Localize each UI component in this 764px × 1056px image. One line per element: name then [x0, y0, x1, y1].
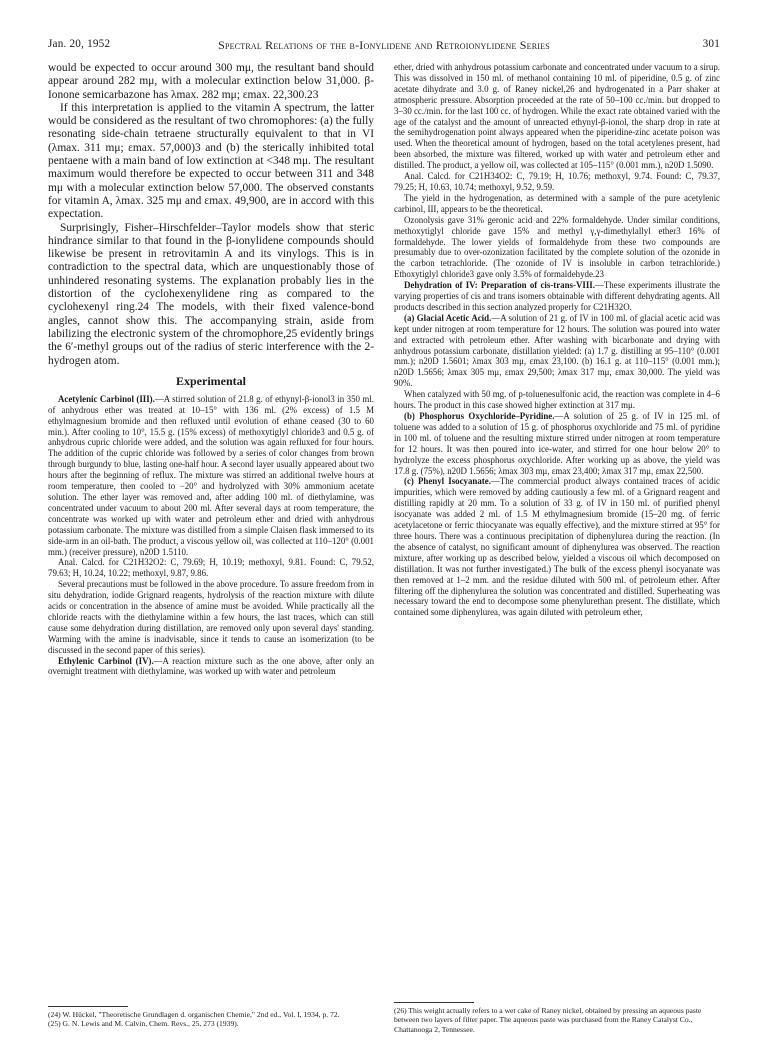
paragraph-body: —A stirred solution of 21.8 g. of ethynyl-β-ionol3 in 350 ml. of anhydrous ether was treated at 10–15° with 136 ml. (2% excess) of 1.5 M ethylmagnesium bromide and then refluxed until evolution of ethane ceased (30 to 60 min.). After cooling to 10°, 15.5 g. (15% excess) of methoxytiglyl chloride3 and 0.5 g. of anhydrous cupric chloride were added, and the solution was again refluxed for four hours. The addition of the cupric chloride was followed by a series of color changes from brown through burgundy to blue, lasting one-half hour. A second layer usually appeared about two hours after the beginning of reflux. The mixture was stirred an additional twelve hours at room temperature, then cooled to −20° and hydrolyzed with 30% ammonium acetate solution. The ether layer was removed and, after adding 100 ml. of diethylamine, was concentrated under vacuum to about 200 ml. After several days at room temperature, the concentrate was worked up with water and petroleum ether and dried with anhydrous potassium carbonate. The mixture was distilled from a simple Claisen flask immersed to its side-arm in an oil-bath. The product, a viscous yellow oil, was collected at 110–120° (0.001 mm.) (receiver pressure), n20D 1.5110.	[48, 393, 374, 557]
journal-page	[48, 38, 720, 1038]
run-in-heading: (b) Phosphorus Oxychloride–Pyridine.	[404, 411, 555, 421]
analysis-line: Anal. Calcd. for C21H34O2: C, 79.19; H, 10.76; methoxyl, 9.74. Found: C, 79.37, 79.25; H, 10.63, 10.74; methoxyl, 9.52, 9.59.	[394, 171, 720, 192]
footnote-24: (24) W. Hückel, "Theoretische Grundlagen d. organischen Chemie," 2nd ed., Vol. I, 1934, p. 72.	[48, 1010, 340, 1019]
header-page-number: 301	[702, 38, 720, 50]
paragraph-body: —These experiments illustrate the varying properties of cis and trans isomers obtainable with different dehydrating agents. All products described in this section analyzed properly for C21H32O.	[394, 280, 720, 312]
paragraph-body: —The commercial product always contained traces of acidic impurities, which were removed by adding cautiously a few ml. of a Grignard reagent and distilling rapidly at 20 mm. To a solution of 33 g. of IV in 150 ml. of purified phenyl isocyanate was added 2 ml. of 1.5 M ethylmagnesium bromide (15–20 mg. of ferric acetylacetone or ferric thiocyanate was equally effective), and the mixture stirred at 95° for three hours. There was a continuous precipitation of diphenylurea during the reaction. (In the absence of catalyst, no significant amount of diphenylurea was observed. The reaction mixture, after working up as described below, yielded a viscous oil which decomposed on distillation. It was not further investigated.) The bulk of the excess phenyl isocyanate was then removed at 1–2 mm. and the residue diluted with 500 ml. of petroleum ether. After filtering off the diphenylurea the solution was concentrated and distilled. Superheating was necessary toward the end to decompose some phenylurethan present. The distillate, which contained some diphenylurea, was again diluted with petroleum ether,	[394, 476, 720, 618]
paragraph-glacial-acetic-acid	[394, 313, 720, 389]
section-heading-experimental: Experimental	[176, 373, 246, 388]
paragraph-spectral-resultant: would be expected to occur around 300 mμ, the resultant band should appear around 282 mμ, with a molecular extinction below 31,000. β-Ionone semicarbazone has λmax. 282 mμ; εmax. 22,300.23	[48, 62, 374, 101]
header-date: Jan. 20, 1952	[48, 38, 111, 50]
right-footnotes	[394, 998, 720, 1034]
header-title: Spectral Relations of the β-Ionylidene and Retroionylidene Series	[218, 38, 550, 52]
paragraph-body: —A solution of 25 g. of IV in 125 ml. of toluene was added to a solution of 15 g. of phosphorus oxychloride and 75 ml. of pyridine in 100 ml. of toluene and the resulting mixture stirred under nitrogen at room temperature for 12 hours. It was then poured into ice-water, and stirred for one hour below 20° to hydrolyze the excess phosphorus oxychloride. After working up as above, the yield was 17.8 g. (75%), n20D 1.5656; λmax 303 mμ, εmax 23,400; λmax 317 mμ, εmax 22,500.	[394, 411, 720, 476]
left-column	[48, 62, 374, 677]
paragraph-phenyl-isocyanate	[394, 476, 720, 618]
paragraph-ethylenic-carbinol	[48, 656, 374, 678]
paragraph-retrovitamin: Surprisingly, Fisher–Hirschfelder–Taylor models show that steric hindrance similar to that found in the β-ionylidene compounds should likewise be present in retrovitamin A and its vinylogs. This is in contradiction to the spectral data, which are unquestionably those of unhindered resonating systems. The explanation probably lies in the distortion of the cyclohexenylidene ring as compared to the cyclohexenyl ring.24 The models, with their fixed valence-bond angles, cannot show this. The accompanying strain, aside from labilizing the electronic system of the chromophore,25 evidently brings the 6′-methyl groups out of the radius of steric interference with the 2-hydrogen atom.	[48, 221, 374, 367]
footnote-rule	[394, 1002, 474, 1003]
run-in-heading: (c) Phenyl Isocyanate.	[404, 476, 491, 487]
run-in-heading: (a) Glacial Acetic Acid.	[404, 312, 492, 323]
footnote-rule	[48, 1006, 128, 1007]
paragraph-ozonolysis: Ozonolysis gave 31% geronic acid and 22% formaldehyde. Under similar conditions, methoxytiglyl chloride gave 15% and methyl γ,γ-dimethylallyl ether3 16% of formaldehyde. The lower yields of formaldehyde from these two compounds are presumably due to over-ozonization facilitated by the complete solution of the ozonide in the carbon tetrachloride. (The ozonide of IV is insoluble in carbon tetrachloride.) Ethoxytiglyl chloride3 gave only 3.5% of formaldehyde.23	[394, 214, 720, 280]
paragraph-phosphorus-oxychloride	[394, 411, 720, 476]
run-in-heading: Acetylenic Carbinol (III).	[58, 393, 155, 404]
paragraph-dehydration	[394, 280, 720, 313]
paragraph-body: —A reaction mixture such as the one above, after only an overnight treatment with diethylamine, was worked up with water and petroleum	[48, 655, 375, 677]
footnote-26: (26) This weight actually refers to a wet cake of Raney nickel, obtained by pressing an aqueous paste between two layers of filter paper. The aqueous paste was purchased from the Raney Catalyst Co., Chattanooga 2, Tennessee.	[394, 1006, 702, 1034]
paragraph-hydrogenation: ether, dried with anhydrous potassium carbonate and concentrated under vacuum to a sirup. This was dissolved in 150 ml. of methanol containing 10 ml. of piperidine, 0.5 g. of zinc acetate dihydrate and 3.0 g. of Raney nickel,26 and hydrogenated in a Parr shaker at atmospheric pressure. Absorption proceeded at the rate of 50–100 cc./min. but dropped to 3–30 cc./min. for the last 100 cc. of hydrogen. While the exact rate obtained varied with the age of the catalyst and the amount of unreacted ethynyl-β-ionol, the sharp drop in rate at the semihydrogenation point always appeared when the piperidine-zinc acetate poison was used. When the theoretical amount of hydrogen, based on the total acetylenes present, had been absorbed, the mixture was filtered, worked up with water and petroleum ether and distilled. The product, a yellow oil, was collected at 105–115° (0.001 mm.), n20D 1.5090.	[394, 62, 720, 171]
paragraph-yield: The yield in the hydrogenation, as determined with a sample of the pure acetylenic carbinol, III, appears to be the theoretical.	[394, 192, 720, 214]
paragraph-precautions: Several precautions must be followed in the above procedure. To assure freedom from in situ dehydration, iodide Grignard reagents, hydrolysis of the reaction mixture with dilute acids or concentration in the absence of amine must be avoided. While practically all the chloride reacts with the diethylamine within a few hours, the last traces, which can still cause some dehydration during distillation, are removed only upon several days' standing. Warming with the amine is inadvisable, since it tends to cause an isomerization (to be discussed in the second paper of this series).	[48, 579, 374, 655]
analysis-line: Anal. Calcd. for C21H32O2: C, 79.69; H, 10.19; methoxyl, 9.81. Found: C, 79.52, 79.63; H, 10.24, 10.22; methoxyl, 9.87, 9.86.	[48, 557, 374, 579]
left-footnotes	[48, 1002, 374, 1029]
running-header	[48, 38, 720, 56]
paragraph-vitamin-a: If this interpretation is applied to the vitamin A spectrum, the latter would be considered as the resultant of two chromophores: (a) the fully resonating side-chain tetraene structurally equivalent to that in VI (λmax. 311 mμ; εmax. 57,000)3 and (b) the sterically inhibited total pentaene with a main band of low extinction at <348 mμ. The resultant maximum would therefore be expected to occur between 311 and 348 mμ with a molecular extinction below 57,000. The observed constants for vitamin A, λmax. 325 mμ and εmax. 49,900, are in accord with this expectation.	[48, 101, 374, 221]
footnote-25: (25) G. N. Lewis and M. Calvin, Chem. Revs., 25, 273 (1939).	[48, 1019, 239, 1029]
run-in-heading: Ethylenic Carbinol (IV).	[58, 655, 154, 666]
right-column	[394, 62, 720, 618]
paragraph-acetylenic-carbinol	[48, 394, 374, 558]
paragraph-body: —A solution of 21 g. of IV in 100 ml. of glacial acetic acid was kept under nitrogen at room temperature for 12 hours. The solution was poured into water and extracted with petroleum ether. After washing with bicarbonate and drying with anhydrous potassium carbonate, distillation yielded: (a) 1.7 g. distilling at 95–110° (0.001 mm.); n20D 1.5601; λmax 303 mμ, εmax 23,100. (b) 16.1 g. at 110–115° (0.001 mm.); n20D 1.5656; λmax 305 mμ, εmax 29,500; λmax 317 mμ, εmax 30,000. The yield was 90%.	[394, 312, 720, 389]
paragraph-catalyzed: When catalyzed with 50 mg. of p-toluenesulfonic acid, the reaction was complete in 4–6 hours. The product in this case showed higher extinction at 317 mμ.	[394, 389, 720, 411]
run-in-heading: Dehydration of IV: Preparation of cis-trans-VIII.	[404, 280, 595, 291]
